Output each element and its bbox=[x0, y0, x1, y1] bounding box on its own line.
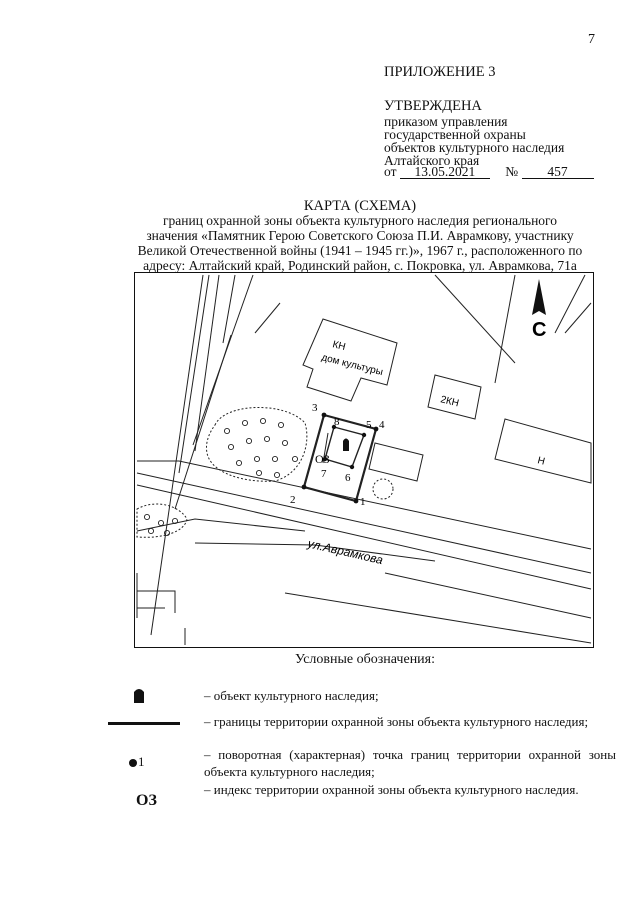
north-arrow-icon bbox=[532, 279, 546, 315]
zone-point-5 bbox=[362, 433, 366, 437]
legend-item-text: – границы территории охранной зоны объекта культурного наследия; bbox=[204, 714, 589, 729]
boundary-legend-line bbox=[108, 722, 180, 725]
tree-icon bbox=[264, 436, 269, 441]
zone-point-3 bbox=[322, 413, 327, 418]
zone-point-6 bbox=[350, 465, 354, 469]
approval-line: государственной охраны bbox=[384, 127, 526, 142]
map-line bbox=[555, 275, 585, 333]
tree-icon bbox=[246, 438, 251, 443]
point-label: 6 bbox=[345, 472, 351, 484]
point-label: 1 bbox=[360, 496, 366, 508]
map-line bbox=[151, 275, 203, 635]
zone-point-4 bbox=[374, 427, 379, 432]
map-line bbox=[255, 303, 280, 333]
approval-line: приказом управления bbox=[384, 114, 508, 129]
point-legend-symbol: 1 bbox=[129, 754, 145, 770]
monument-legend-icon bbox=[132, 686, 146, 704]
tree-icon bbox=[260, 418, 265, 423]
building-label: дом культуры bbox=[320, 352, 384, 379]
document-title: КАРТА (СХЕМА) bbox=[303, 198, 417, 214]
building-n bbox=[495, 419, 591, 483]
tree-icon bbox=[282, 440, 287, 445]
tree-icon bbox=[272, 456, 277, 461]
zone-index-legend-symbol: ОЗ bbox=[136, 792, 157, 809]
approval-number: 457 bbox=[522, 165, 594, 179]
point-dot-icon bbox=[129, 759, 137, 767]
map-line bbox=[495, 275, 515, 383]
tree-icon bbox=[228, 444, 233, 449]
approval-date: 13.05.2021 bbox=[400, 165, 490, 179]
title-line: адресу: Алтайский край, Родинский район, с. Покровка, ул. Аврамкова, 71а bbox=[143, 258, 577, 273]
approval-line: Алтайского края bbox=[384, 153, 480, 168]
building-small bbox=[369, 443, 423, 481]
map-line bbox=[193, 275, 253, 445]
tree-icon bbox=[164, 530, 169, 535]
tree-icon bbox=[148, 528, 153, 533]
number-sign: № bbox=[505, 164, 519, 179]
tree-circle bbox=[373, 479, 393, 499]
tree-icon bbox=[292, 456, 297, 461]
date-prefix: от bbox=[384, 164, 397, 179]
zone-point-1 bbox=[354, 499, 359, 504]
page-number: 7 bbox=[588, 32, 595, 47]
approval-line: объектов культурного наследия bbox=[384, 140, 565, 155]
tree-icon bbox=[274, 472, 279, 477]
building-label: Н bbox=[536, 455, 546, 468]
zone-map bbox=[134, 272, 594, 648]
approval-date-line bbox=[384, 164, 594, 180]
point-label: 4 bbox=[379, 419, 385, 431]
title-line: Великой Отечественной войны (1941 – 1945 гг.)», 1967 г., расположенного по bbox=[137, 243, 583, 258]
approval-title: УТВЕРЖДЕНА bbox=[384, 98, 482, 114]
title-line: границ охранной зоны объекта культурного наследия регионального bbox=[162, 213, 558, 228]
title-line: значения «Памятник Герою Советского Союза П.И. Аврамкову, участнику bbox=[146, 228, 574, 243]
legend-item-text: – поворотная (характерная) точка границ территории охранной зоны объекта культурного наследия; bbox=[204, 747, 616, 779]
road-edge bbox=[385, 573, 591, 618]
monument-icon bbox=[343, 439, 349, 452]
tree-icon bbox=[158, 520, 163, 525]
north-label: С bbox=[532, 319, 547, 341]
tree-icon bbox=[278, 422, 283, 427]
point-label: 7 bbox=[321, 468, 327, 480]
tree-icon bbox=[254, 456, 259, 461]
zone-point-2 bbox=[302, 485, 307, 490]
point-label: 2 bbox=[290, 494, 296, 506]
legend-title: Условные обозначения: bbox=[294, 652, 436, 667]
building-label: КН bbox=[331, 339, 347, 354]
zone-index-label: ОЗ bbox=[315, 452, 330, 466]
tree-icon bbox=[256, 470, 261, 475]
map-line bbox=[565, 303, 591, 333]
appendix-heading: ПРИЛОЖЕНИЕ 3 bbox=[384, 64, 496, 80]
legend-item-text: – объект культурного наследия; bbox=[204, 688, 379, 703]
building-label: 2КН bbox=[439, 394, 460, 410]
street-label: ул.Аврамкова bbox=[306, 536, 385, 568]
point-label: 5 bbox=[366, 419, 372, 431]
map-line bbox=[435, 275, 515, 363]
tree-icon bbox=[224, 428, 229, 433]
point-label: 8 bbox=[334, 416, 340, 428]
legend-item-text: – индекс территории охранной зоны объекта культурного наследия. bbox=[204, 782, 579, 797]
tree-icon bbox=[236, 460, 241, 465]
tree-icon bbox=[144, 514, 149, 519]
tree-icon bbox=[242, 420, 247, 425]
road-edge bbox=[285, 593, 591, 643]
map-line bbox=[223, 275, 235, 343]
point-label: 3 bbox=[312, 402, 318, 414]
